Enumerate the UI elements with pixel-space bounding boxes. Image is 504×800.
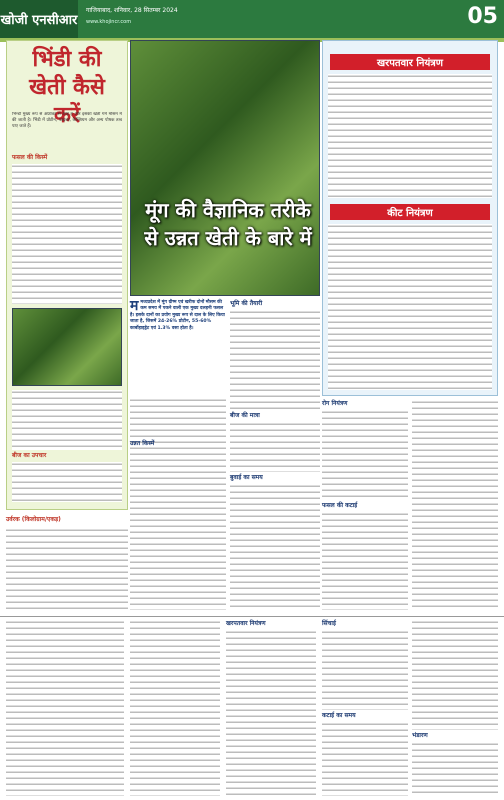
- bhindi-text-block-3: [12, 462, 122, 502]
- subhead-harvest-time: कटाई का समय: [322, 712, 356, 719]
- subhead-sowing-time: बुवाई का समय: [230, 474, 263, 481]
- bhindi-subhead-seed: बीज का उपचार: [12, 452, 47, 459]
- subhead-irrigation: सिंचाई: [322, 620, 336, 627]
- bhindi-subhead-fertilizer: उर्वरक (किलोग्राम/एकड़): [6, 516, 61, 523]
- moong-intro: [130, 300, 226, 332]
- moong-text-col-2c: [230, 484, 320, 610]
- subhead-weed-control: खरपतवार नियंत्रण: [226, 620, 266, 627]
- subhead-crop-cut: फसल की कटाई: [322, 502, 358, 509]
- dateline: गाजियाबाद, शनिवार, 28 सितम्बर 2024: [86, 7, 178, 14]
- section-divider: [0, 616, 504, 617]
- newspaper-brand: खोजी एनसीआर: [0, 0, 78, 38]
- moong-text-col-2a: [230, 310, 320, 410]
- website-line: www.khojincr.com: [86, 19, 132, 25]
- bottom-col-5b: [412, 742, 498, 796]
- bhindi-text-block-4: [6, 528, 128, 612]
- weed-control-text: [328, 74, 492, 198]
- subhead-disease-control: रोग नियंत्रण: [322, 400, 348, 407]
- subhead-land-prep: भूमि की तैयारी: [230, 300, 263, 307]
- bottom-col-4b: [322, 722, 408, 796]
- bhindi-headline: भिंडी की खेती कैसे करें: [29, 47, 105, 128]
- moong-text-col-2b: [230, 422, 320, 472]
- bhindi-photo: [12, 308, 122, 386]
- bottom-col-5a: [412, 620, 498, 730]
- moong-text-col-3a: [322, 410, 408, 500]
- moong-text-col-1: [130, 398, 226, 610]
- bottom-col-4a: [322, 630, 408, 710]
- bhindi-intro: भिन्डी मुख्य रूप से अफ्रीका से आई है और इसकी खेती गर्म मौसम में की जाती है। भिंडी में प्रोटीन, फाइबर, कैल्शियम और अन्य पोषक तत्व पाए जाते हैं।: [12, 112, 122, 129]
- bottom-col-3: [226, 630, 316, 796]
- moong-text-col-3b: [322, 512, 408, 610]
- moong-field-photo: [130, 40, 320, 296]
- subhead-improved-varieties: उन्नत किस्में: [130, 440, 155, 447]
- pest-control-title: कीट नियंत्रण: [330, 204, 490, 220]
- moong-text-col-4: [412, 400, 498, 610]
- dropcap: म: [130, 298, 139, 314]
- moong-headline: मूंग की वैज्ञानिक तरीके से उन्नत खेती के बारे में: [144, 198, 312, 250]
- bottom-col-1: [6, 620, 124, 796]
- bhindi-text-block: [12, 164, 122, 304]
- page-number: 05: [467, 4, 498, 29]
- bhindi-subhead-varieties: फसल की किस्में: [12, 154, 48, 161]
- bhindi-text-block-2: [12, 390, 122, 450]
- weed-control-title: खरपतवार नियंत्रण: [330, 54, 490, 70]
- subhead-storage: भंडारण: [412, 732, 428, 739]
- subhead-seed-rate: बीज की मात्रा: [230, 412, 260, 419]
- pest-control-text: [328, 224, 492, 390]
- moong-intro-text: मध्यप्रदेश में मूंग ग्रीष्म एवं खरीफ दोनों मौसम की कम समय में पकने वाली एक मुख्य दलहनी फसल है। इसके दानों का प्रयोग मुख्य रूप से दाल के लिए किया जाता है, जिसमें 24-26% प्रोटीन, 55-60% कार्बोहाइड्रेट एवं 1.3% वसा होता है।: [130, 300, 225, 331]
- bottom-col-2: [130, 620, 220, 796]
